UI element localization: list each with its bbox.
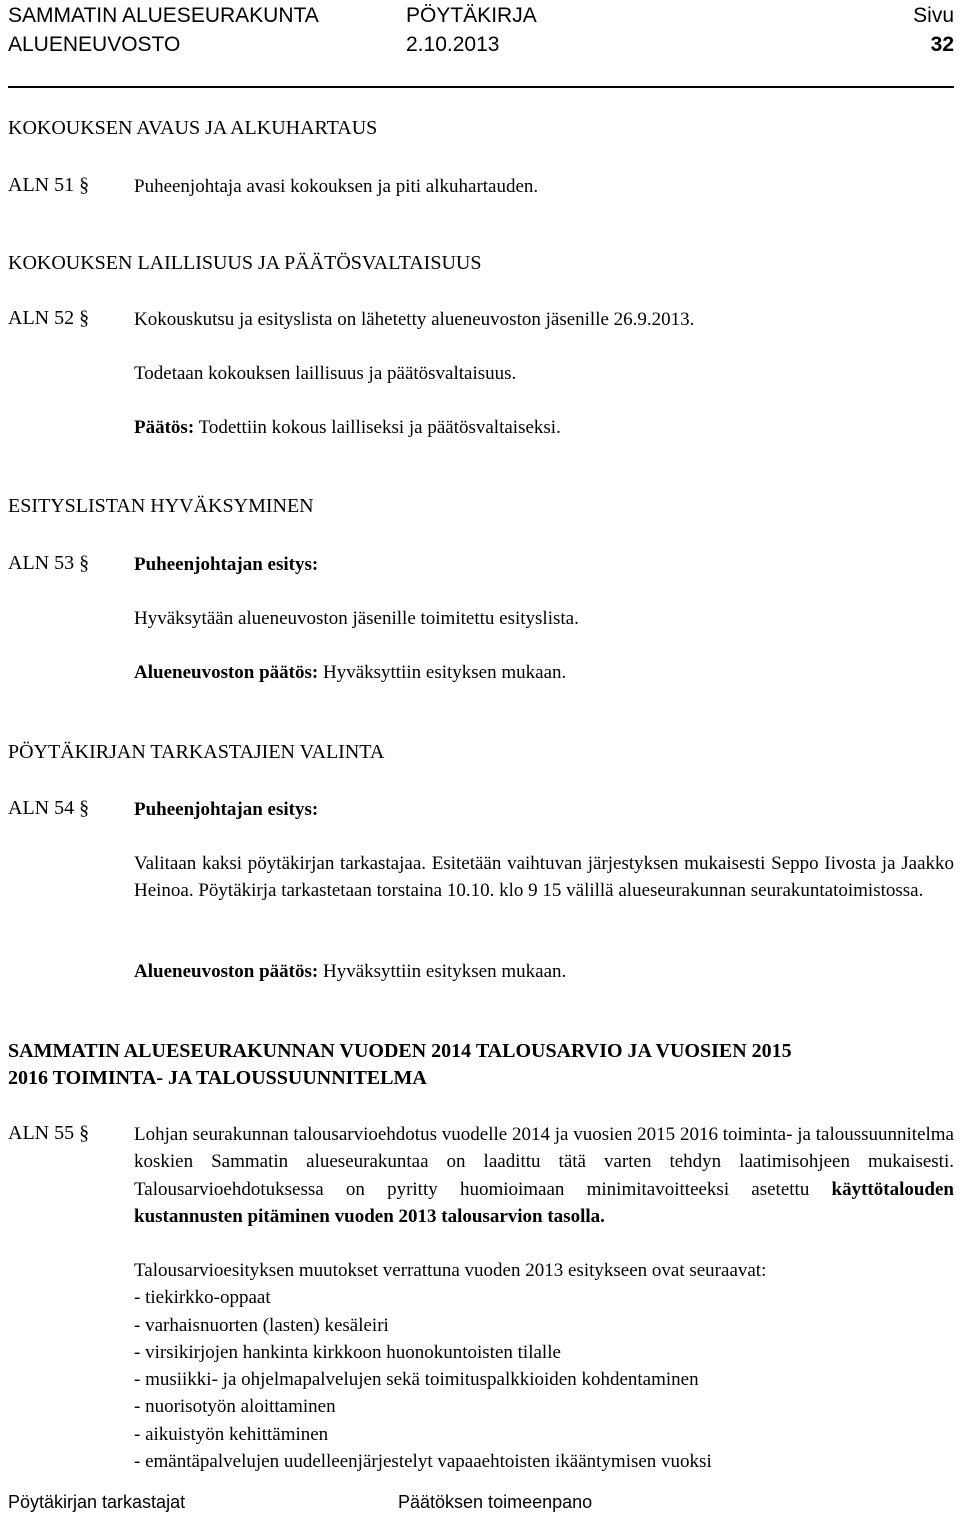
list-item: - tiekirkko-oppaat (134, 1287, 271, 1309)
decision-54: Alueneuvoston päätös: Hyväksyttiin esityksen mukaan. (134, 961, 567, 982)
section-text-54: Valitaan kaksi pöytäkirjan tarkastajaa. Esitetään vaihtuvan järjestyksen mukaisesti Seppo Iivosta ja Jaakko Heinoa. Pöytäkirja tarkastetaan torstaina 10.10. klo 9 15 välillä alueseurakunnan seurakuntatoimistossa. (134, 853, 954, 902)
header-divider (8, 86, 954, 88)
header-page-label: Sivu (913, 4, 954, 27)
proposal-label-54: Puheenjohtajan esitys: (134, 799, 319, 820)
section-heading-52: KOKOUKSEN LAILLISUUS JA PÄÄTÖSVALTAISUUS (8, 252, 482, 274)
header-org: SAMMATIN ALUESEURAKUNTA (8, 4, 319, 27)
footer-implementation: Päätöksen toimeenpano (398, 1492, 593, 1512)
section-label-55: ALN 55 § (8, 1122, 90, 1144)
section-label-54: ALN 54 § (8, 797, 90, 819)
list-item: - varhaisnuorten (lasten) kesäleiri (134, 1314, 389, 1336)
header-page-number: 32 (930, 33, 954, 56)
section-text-52-1: Kokouskutsu ja esityslista on lähetetty alueneuvoston jäsenille 26.9.2013. (134, 309, 695, 330)
footer-reviewers: Pöytäkirjan tarkastajat (8, 1492, 186, 1512)
section-text-52-2: Todetaan kokouksen laillisuus ja päätösvaltaisuus. (134, 363, 517, 384)
section-heading-53: ESITYSLISTAN HYVÄKSYMINEN (8, 495, 314, 517)
list-item: - musiikki- ja ohjelmapalvelujen sekä toimituspalkkioiden kohdentaminen (134, 1369, 699, 1391)
proposal-label-53: Puheenjohtajan esitys: (134, 554, 319, 575)
decision-52: Päätös: Todettiin kokous lailliseksi ja päätösvaltaiseksi. (134, 417, 561, 438)
section-text-55: Lohjan seurakunnan talousarvioehdotus vuodelle 2014 ja vuosien 2015 2016 toiminta- ja taloussuunnitelma koskien Sammatin alueseurakuntaa on laadittu tätä varten tehdyn laatimisohjeen mukaisesti. Talousarvioehdotuksessa on pyritty huomioimaan minimitavoitteeksi asetettu käyttötalouden kustannusten pitäminen vuoden 2013 talousarvion tasolla. (134, 1124, 954, 1227)
header-date: 2.10.2013 (406, 33, 500, 56)
page-header (8, 4, 954, 88)
section-label-52: ALN 52 § (8, 307, 90, 329)
list-item: - emäntäpalvelujen uudelleenjärjestelyt vapaaehtoisten ikääntymisen vuoksi (134, 1451, 712, 1473)
changes-intro: Talousarvioesityksen muutokset verrattuna vuoden 2013 esitykseen ovat seuraavat: (134, 1260, 767, 1281)
list-item: - aikuistyön kehittäminen (134, 1423, 329, 1445)
section-heading-54: PÖYTÄKIRJAN TARKASTAJIEN VALINTA (8, 741, 385, 763)
section-text-53: Hyväksytään alueneuvoston jäsenille toimitettu esityslista. (134, 608, 579, 629)
list-item: - virsikirjojen hankinta kirkkoon huonokuntoisten tilalle (134, 1341, 561, 1363)
section-heading-55-line1: SAMMATIN ALUESEURAKUNNAN VUODEN 2014 TALOUSARVIO JA VUOSIEN 2015 (8, 1040, 792, 1062)
section-label-53: ALN 53 § (8, 552, 90, 574)
section-heading-55-line2: 2016 TOIMINTA- JA TALOUSSUUNNITELMA (8, 1067, 427, 1089)
section-heading-51: KOKOUKSEN AVAUS JA ALKUHARTAUS (8, 117, 378, 139)
changes-list-55 (134, 1257, 954, 1475)
section-text-51: Puheenjohtaja avasi kokouksen ja piti alkuhartauden. (134, 176, 539, 197)
list-item: - nuorisotyön aloittaminen (134, 1396, 336, 1418)
header-doc-type: PÖYTÄKIRJA (406, 4, 537, 27)
header-body-name: ALUENEUVOSTO (8, 33, 181, 56)
section-label-51: ALN 51 § (8, 174, 90, 196)
decision-53: Alueneuvoston päätös: Hyväksyttiin esityksen mukaan. (134, 662, 567, 683)
